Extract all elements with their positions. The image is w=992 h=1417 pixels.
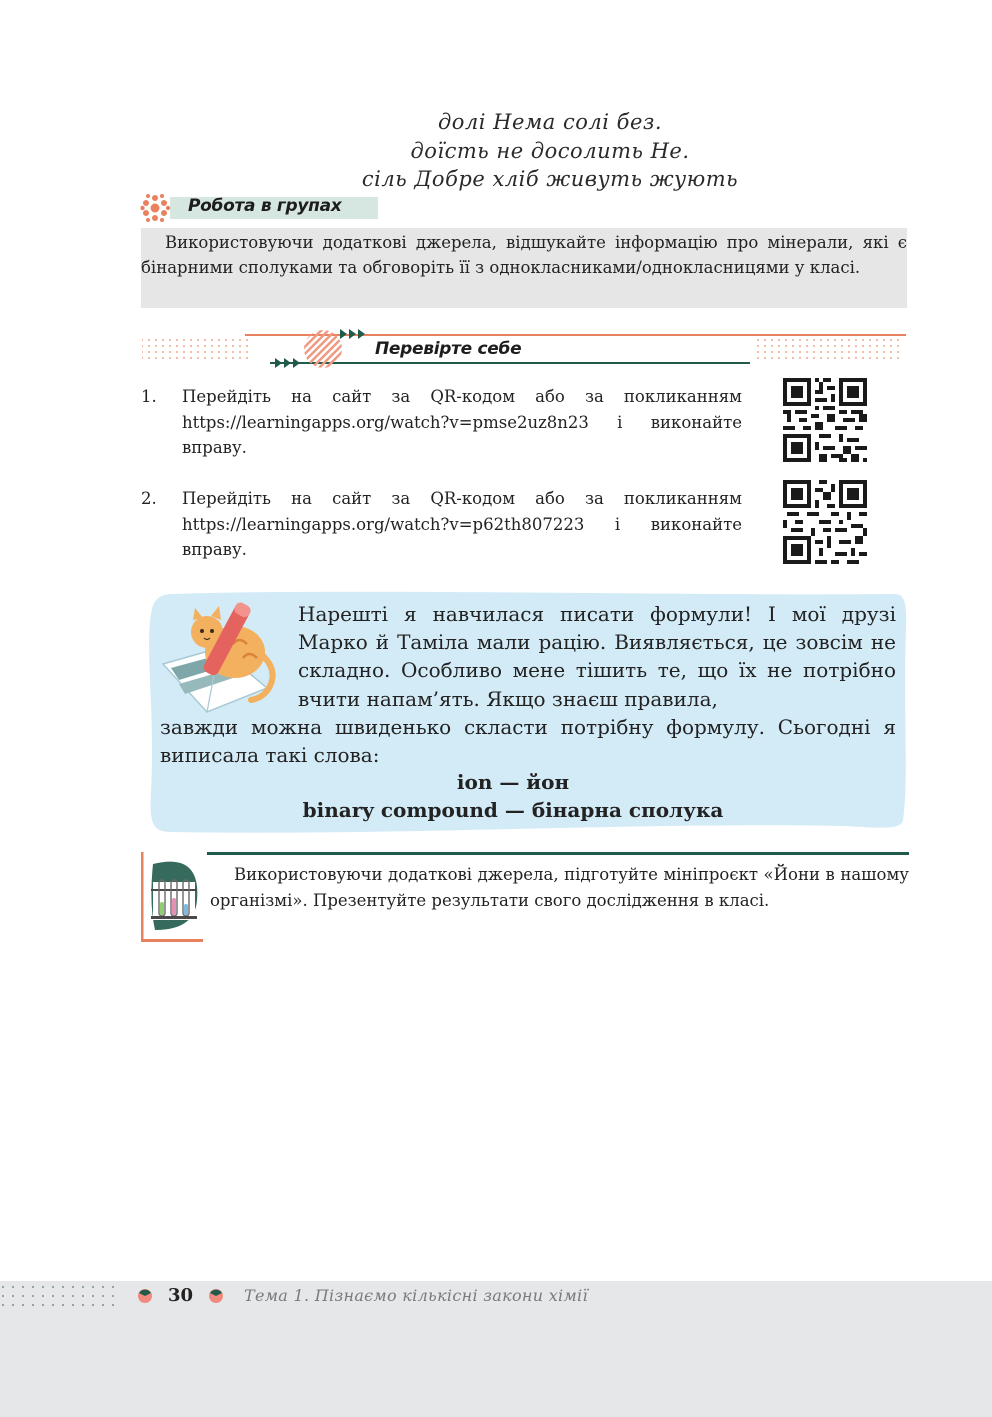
qr-code-icon[interactable] (783, 378, 867, 462)
bubble-text-bottom: завжди можна швиденько скласти потрібну формулу. Сьогодні я виписала такі слова: (160, 715, 896, 768)
project-divider (207, 852, 909, 855)
page-number: 30 (168, 1285, 194, 1306)
task-number: 2. (141, 489, 157, 508)
footer-dots (0, 1281, 130, 1311)
group-work-text: Використовуючи додаткові джерела, відшукайте інформацію про мінерали, які є бінарними сполуками та обговоріть її з однокласниками/однокласницями у класі. (141, 233, 907, 278)
project-text: Використовуючи додаткові джерела, підготуйте мініпроєкт «Йони в нашому організмі». Презентуйте результати свого дослідження в класі. (210, 865, 909, 910)
footer-bullet-icon (207, 1286, 227, 1306)
self-check-banner (140, 326, 906, 370)
poem (300, 108, 800, 194)
task-text[interactable]: Перейдіть на сайт за QR-кодом або за покликанням https://learningapps.org/watch?v=pmse2uz8n23 і виконайте вправу. (182, 387, 742, 457)
project-block (141, 852, 909, 944)
group-work-box (141, 228, 907, 308)
cat-with-book-icon (149, 594, 289, 724)
vocab-item: ion — йон (456, 770, 570, 794)
self-check-title: Перевірте себе (375, 339, 522, 359)
poem-line: долі Нема солі без. (437, 110, 663, 134)
task-text[interactable]: Перейдіть на сайт за QR-кодом або за покликанням https://learningapps.org/watch?v=p62th807223 і виконайте вправу. (182, 489, 742, 559)
qr-code-icon[interactable] (783, 480, 867, 564)
dots-cluster-icon (140, 193, 176, 223)
test-tubes-icon (141, 852, 207, 942)
bubble-text-top: Нарешті я навчилася писати формули! І мої друзі Марко й Таміла мали рацію. Виявляється, це зовсім не складно. Особливо мене тішить те, що їх не потрібно вчити напам’ять. Якщо знаєш правила, (298, 602, 896, 711)
task-number: 1. (141, 387, 157, 406)
group-work-header (140, 193, 380, 223)
speech-bubble (143, 590, 907, 834)
group-work-title: Робота в групах (188, 196, 342, 216)
footer-bullet-icon (136, 1286, 156, 1306)
poem-line: сіль Добре хліб живуть жують (361, 167, 739, 191)
poem-line: доїсть не досолить Не. (410, 138, 690, 163)
page-footer (0, 1281, 992, 1417)
topic-title: Тема 1. Пізнаємо кількісні закони хімії (244, 1286, 588, 1305)
vocab-item: binary compound — бінарна сполука (302, 798, 724, 822)
self-check-header (140, 326, 906, 370)
